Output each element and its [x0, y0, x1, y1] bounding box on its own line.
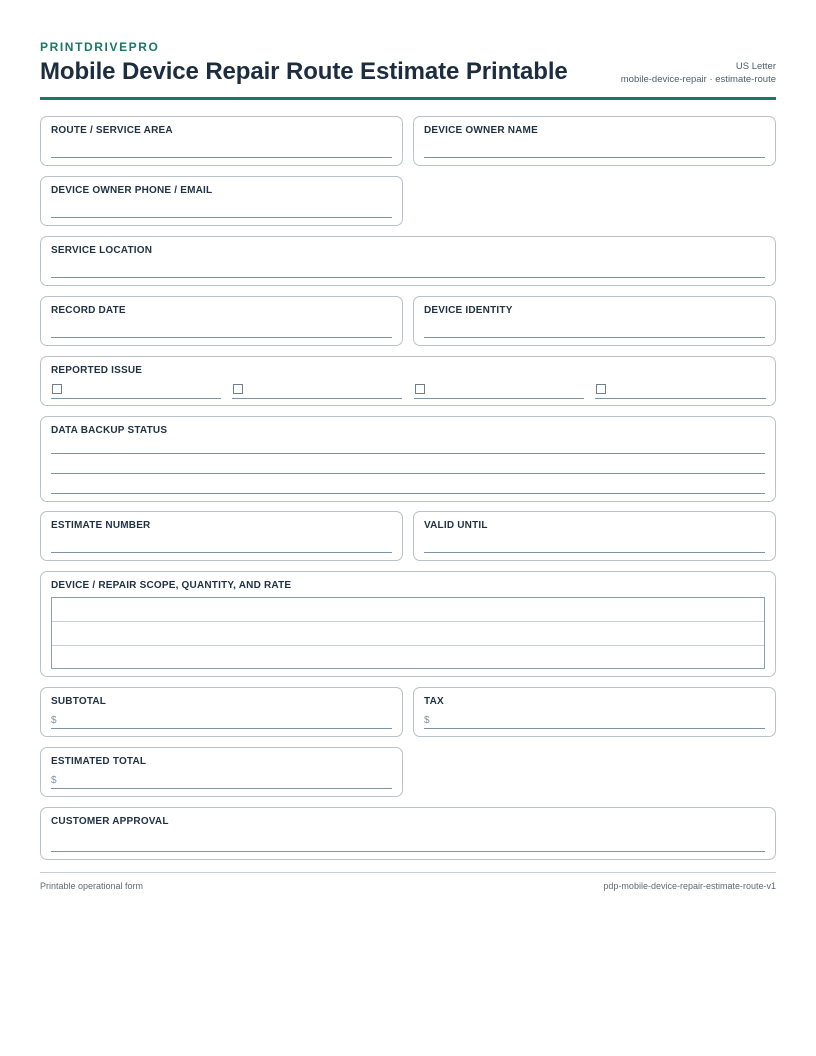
- device-owner-contact-field[interactable]: [40, 176, 403, 226]
- record-date-field[interactable]: [40, 296, 403, 346]
- footer-note: Printable operational form: [40, 881, 144, 891]
- write-line[interactable]: [51, 728, 392, 729]
- valid-until-field[interactable]: [413, 511, 776, 561]
- field-label: DATA BACKUP STATUS: [51, 425, 168, 436]
- device-owner-name-field[interactable]: [413, 116, 776, 166]
- brand-name: PRINTDRIVEPRO: [40, 40, 160, 54]
- signature-line[interactable]: [51, 851, 765, 852]
- footer-divider: [40, 872, 776, 873]
- paper-size: US Letter: [735, 61, 776, 72]
- customer-approval-field[interactable]: [40, 807, 776, 860]
- write-line[interactable]: [51, 473, 765, 474]
- currency-symbol: $: [51, 775, 57, 786]
- write-line[interactable]: [51, 788, 392, 789]
- write-line[interactable]: [51, 493, 765, 494]
- issue-checkbox-1[interactable]: [52, 384, 62, 394]
- route-service-area-field[interactable]: [40, 116, 403, 166]
- document-slug: mobile-device-repair · estimate-route: [620, 74, 776, 85]
- repair-scope-field: [40, 571, 776, 677]
- tax-field[interactable]: [413, 687, 776, 737]
- reported-issue-field: [40, 356, 776, 406]
- write-line[interactable]: [51, 453, 765, 454]
- field-label: CUSTOMER APPROVAL: [51, 816, 169, 827]
- document-meta: [621, 60, 776, 86]
- field-label: ROUTE / SERVICE AREA: [51, 125, 173, 136]
- write-line[interactable]: [424, 552, 765, 553]
- field-label: SERVICE LOCATION: [51, 245, 153, 256]
- subtotal-field[interactable]: [40, 687, 403, 737]
- issue-write-line-1[interactable]: [51, 398, 221, 399]
- field-label: DEVICE OWNER NAME: [424, 125, 538, 136]
- header-divider: [40, 97, 776, 100]
- field-label: DEVICE / REPAIR SCOPE, QUANTITY, AND RATE: [51, 580, 292, 591]
- estimated-total-field[interactable]: [40, 747, 403, 797]
- table-row-divider: [52, 645, 764, 646]
- field-label: SUBTOTAL: [51, 696, 107, 707]
- field-label: TAX: [424, 696, 444, 707]
- field-label: DEVICE OWNER PHONE / EMAIL: [51, 185, 213, 196]
- table-row-divider: [52, 621, 764, 622]
- field-label: DEVICE IDENTITY: [424, 305, 513, 316]
- device-identity-field[interactable]: [413, 296, 776, 346]
- data-backup-status-field[interactable]: [40, 416, 776, 502]
- estimate-number-field[interactable]: [40, 511, 403, 561]
- issue-checkbox-4[interactable]: [596, 384, 606, 394]
- form-id: pdp-mobile-device-repair-estimate-route-v1: [603, 881, 776, 891]
- write-line[interactable]: [424, 337, 765, 338]
- currency-symbol: $: [424, 715, 430, 726]
- write-line[interactable]: [51, 337, 392, 338]
- write-line[interactable]: [424, 157, 765, 158]
- issue-checkbox-2[interactable]: [233, 384, 243, 394]
- page-title: Mobile Device Repair Route Estimate Printable: [40, 58, 568, 85]
- field-label: ESTIMATE NUMBER: [51, 520, 151, 531]
- issue-write-line-3[interactable]: [414, 398, 584, 399]
- write-line[interactable]: [424, 728, 765, 729]
- issue-write-line-4[interactable]: [595, 398, 766, 399]
- write-line[interactable]: [51, 277, 765, 278]
- issue-checkbox-3[interactable]: [415, 384, 425, 394]
- service-location-field[interactable]: [40, 236, 776, 286]
- field-label: RECORD DATE: [51, 305, 126, 316]
- write-line[interactable]: [51, 552, 392, 553]
- issue-write-line-2[interactable]: [232, 398, 402, 399]
- repair-scope-table[interactable]: [51, 597, 765, 669]
- field-label: VALID UNTIL: [424, 520, 488, 531]
- write-line[interactable]: [51, 217, 392, 218]
- field-label: ESTIMATED TOTAL: [51, 756, 147, 767]
- write-line[interactable]: [51, 157, 392, 158]
- field-label: REPORTED ISSUE: [51, 365, 143, 376]
- currency-symbol: $: [51, 715, 57, 726]
